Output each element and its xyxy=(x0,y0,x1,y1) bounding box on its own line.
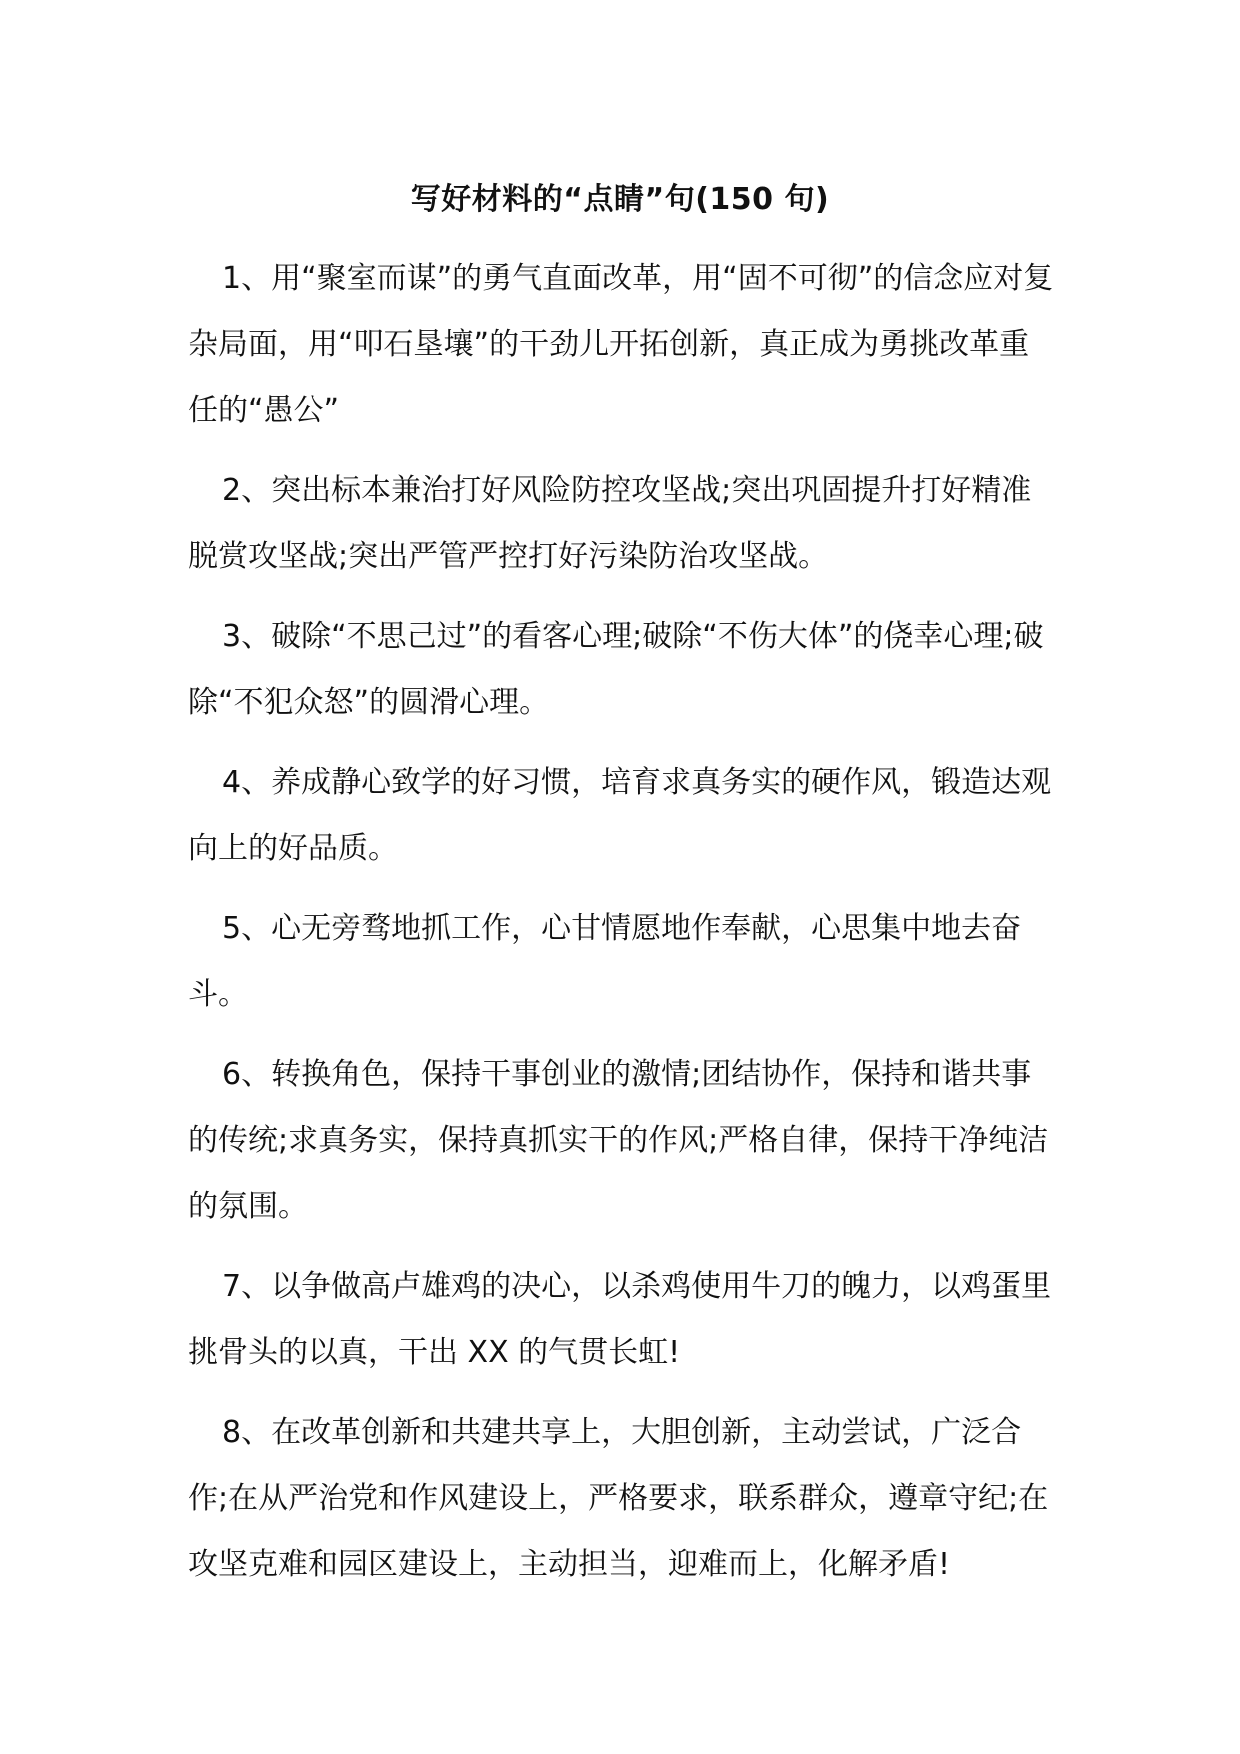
paragraph-2: 2、突出标本兼治打好风险防控攻坚战;突出巩固提升打好精准脱赏攻坚战;突出严管严控打好污染防治攻坚战。 xyxy=(188,473,1032,574)
document-title: 写好材料的“点睛”句(150 句) xyxy=(410,182,830,217)
paragraph-5: 5、心无旁骛地抓工作，心甘情愿地作奉献，心思集中地去奋斗。 xyxy=(188,911,1022,1012)
paragraph-7: 7、以争做高卢雄鸡的决心，以杀鸡使用牛刀的魄力，以鸡蛋里挑骨头的以真，干出 XX 的气贯长虹! xyxy=(188,1269,1052,1370)
document-body xyxy=(188,246,1058,1612)
paragraph-1: 1、用“聚室而谋”的勇气直面改革，用“固不可彻”的信念应对复杂局面，用“叩石垦壤”的干劲儿开拓创新，真正成为勇挑改革重任的“愚公” xyxy=(188,261,1054,428)
paragraph-6: 6、转换角色，保持干事创业的激情;团结协作，保持和谐共事的传统;求真务实，保持真抓实干的作风;严格自律，保持干净纯洁的氛围。 xyxy=(188,1057,1049,1224)
paragraph-3: 3、破除“不思己过”的看客心理;破除“不伤大体”的侥幸心理;破除“不犯众怒”的圆滑心理。 xyxy=(188,619,1044,720)
paragraph-4: 4、养成静心致学的好习惯，培育求真务实的硬作风，锻造达观向上的好品质。 xyxy=(188,765,1052,866)
paragraph-8: 8、在改革创新和共建共享上，大胆创新，主动尝试，广泛合作;在从严治党和作风建设上，严格要求，联系群众，遵章守纪;在攻坚克难和园区建设上，主动担当，迎难而上，化解矛盾! xyxy=(188,1415,1049,1582)
